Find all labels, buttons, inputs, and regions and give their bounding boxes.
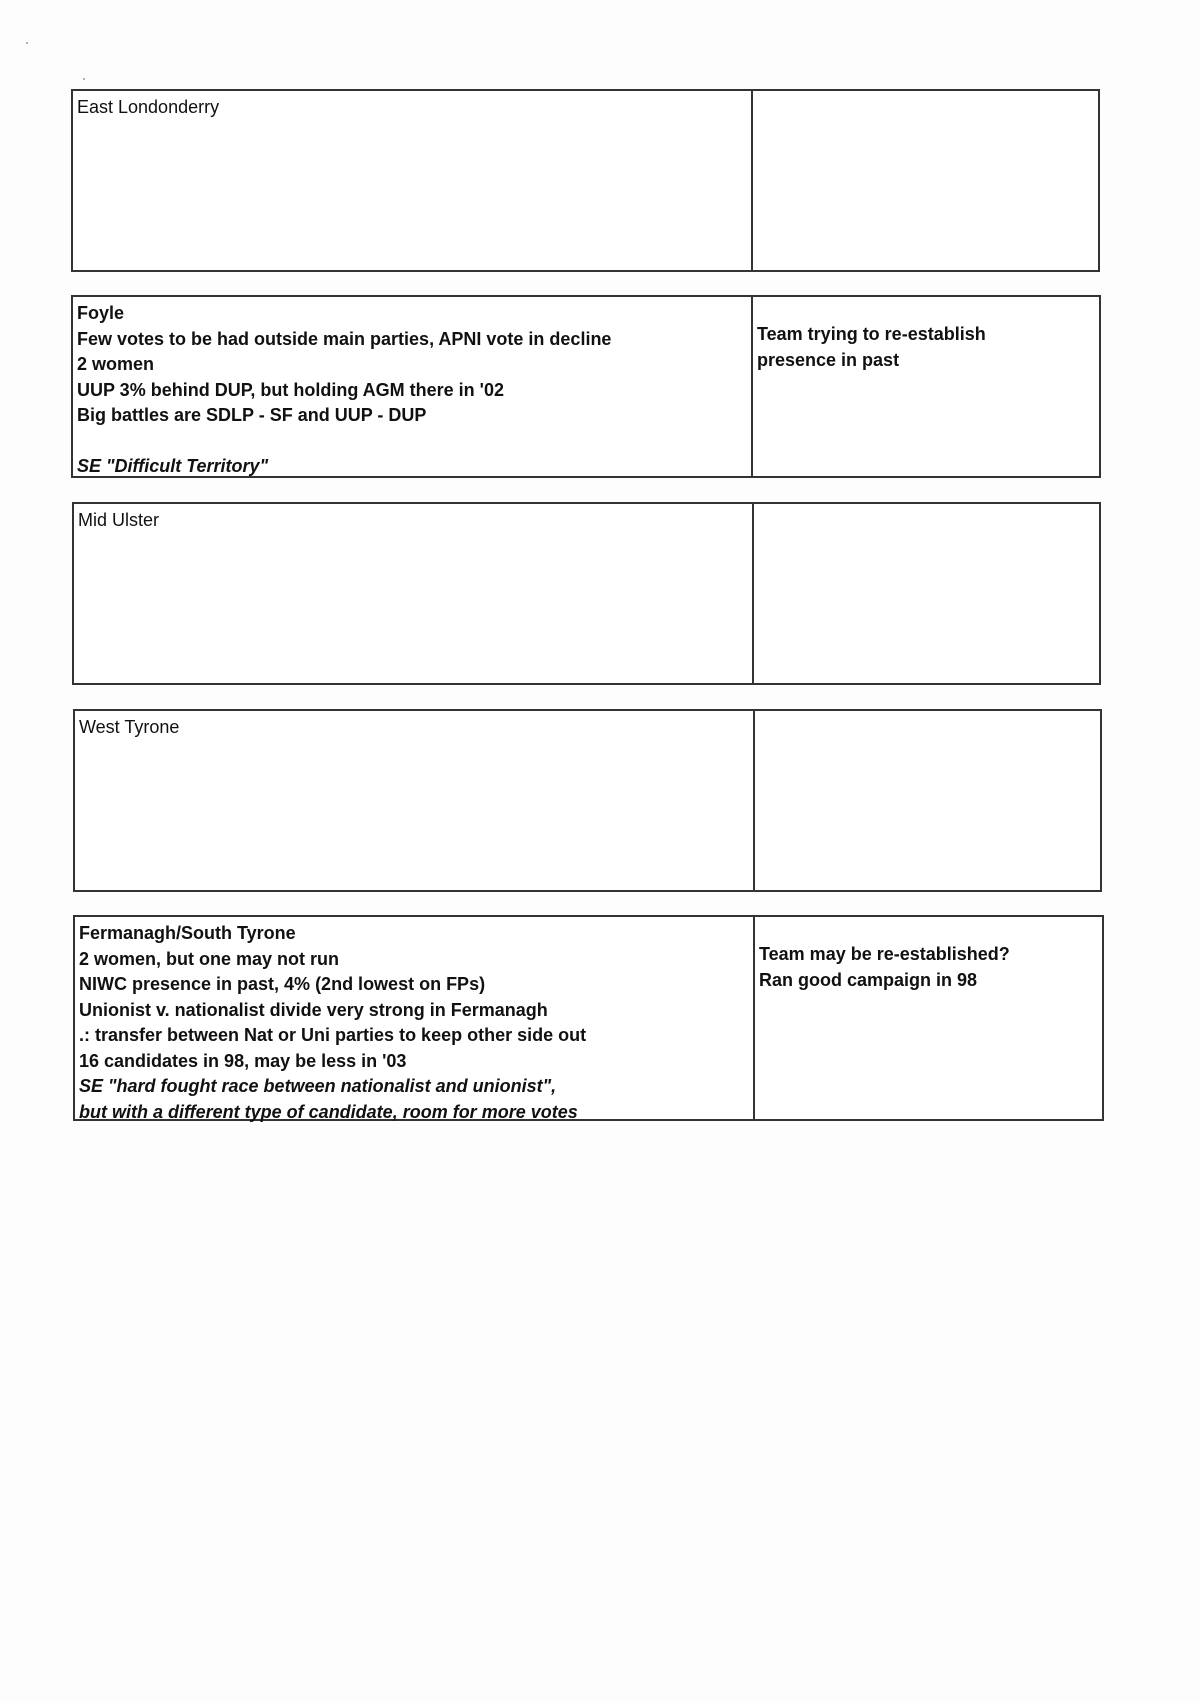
constituency-notes-cell — [75, 711, 755, 890]
constituency-title: Fermanagh/South Tyrone — [79, 923, 296, 943]
constituency-title: Mid Ulster — [78, 510, 160, 530]
constituency-title: Foyle — [77, 303, 125, 323]
note-line: Unionist v. nationalist divide very strong in Fermanagh — [79, 999, 548, 1020]
note-line: Big battles are SDLP - SF and UUP - DUP — [77, 405, 427, 425]
note-line: NIWC presence in past, 4% (2nd lowest on FPs) — [79, 974, 486, 994]
comment-line: presence in past — [757, 349, 900, 370]
constituency-east-londonderry — [71, 89, 1100, 272]
constituency-notes-cell — [75, 917, 755, 1122]
scan-speck — [26, 42, 28, 44]
note-line: 2 women, but one may not run — [79, 948, 340, 969]
constituency-title: East Londonderry — [77, 97, 220, 117]
constituency-foyle — [71, 295, 1101, 478]
constituency-comments-cell — [753, 91, 1098, 270]
constituency-comments-cell — [753, 297, 1099, 476]
se-note-line: SE "hard fought race between nationalist and unionist", — [79, 1076, 557, 1096]
constituency-notes-cell — [73, 297, 753, 476]
note-line: UUP 3% behind DUP, but holding AGM there in '02 — [77, 379, 504, 400]
constituency-fermanagh-south-tyrone — [73, 915, 1104, 1121]
note-line: Few votes to be had outside main parties, APNI vote in decline — [77, 328, 612, 349]
constituency-title: West Tyrone — [79, 717, 180, 737]
note-line: .: transfer between Nat or Uni parties to keep other side out — [79, 1025, 587, 1045]
comment-line: Team may be re-established? — [759, 944, 1010, 964]
constituency-west-tyrone — [73, 709, 1102, 892]
scan-speck — [83, 78, 85, 80]
constituency-comments-cell — [755, 711, 1100, 890]
comment-line: Ran good campaign in 98 — [759, 969, 978, 990]
constituency-notes-cell — [74, 504, 754, 683]
note-line: 2 women — [77, 354, 155, 374]
constituency-comments-cell — [755, 917, 1102, 1119]
se-note-line: but with a different type of candidate, room for more votes — [79, 1101, 578, 1122]
note-line: 16 candidates in 98, may be less in '03 — [79, 1050, 407, 1071]
constituency-mid-ulster — [72, 502, 1101, 685]
se-note-line: SE "Difficult Territory" — [77, 455, 269, 476]
comment-line: Team trying to re-establish — [757, 324, 986, 344]
spacer — [77, 429, 747, 454]
constituency-notes-cell — [73, 91, 753, 270]
constituency-comments-cell — [754, 504, 1099, 683]
